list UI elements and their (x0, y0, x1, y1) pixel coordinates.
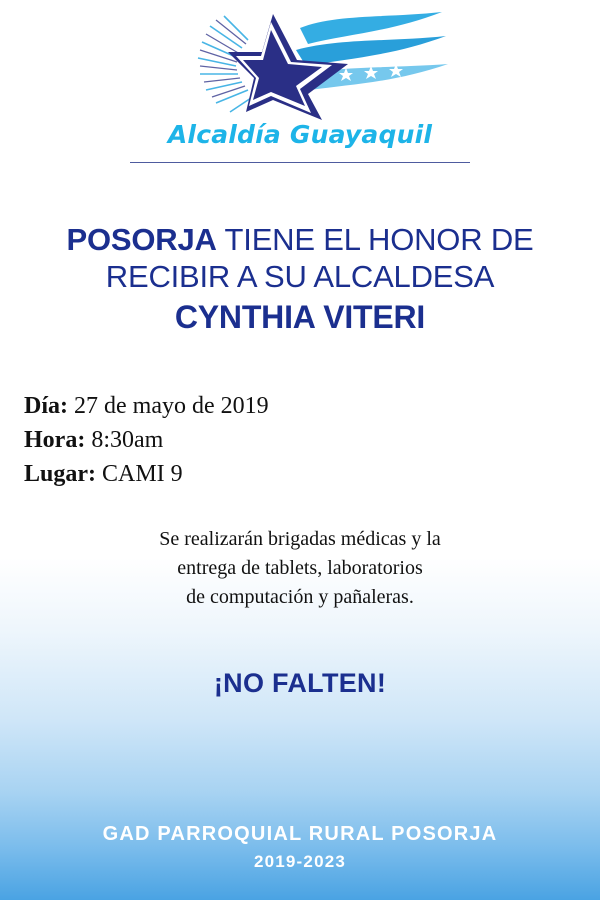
headline-line-1 (16, 222, 584, 259)
logo-wordmark: Alcaldía Guayaquil (167, 120, 433, 149)
headline-line-2: RECIBIR A SU ALCALDESA (105, 258, 495, 294)
footer (0, 823, 600, 872)
headline (0, 222, 600, 337)
footer-organization: GAD PARROQUIAL RURAL POSORJA (102, 823, 498, 845)
note-line-3: de computación y pañaleras. (186, 586, 414, 609)
event-details (0, 389, 600, 491)
detail-label-place: Lugar: (24, 461, 96, 488)
call-to-action: ¡NO FALTEN! (213, 668, 387, 699)
star-with-flag-waves-logo-icon (150, 8, 450, 123)
note-line-1: Se realizarán brigadas médicas y la (159, 528, 441, 551)
detail-label-day: Día: (24, 392, 68, 419)
detail-label-time: Hora: (24, 426, 86, 453)
headline-line-3-name: CYNTHIA VITERI (174, 299, 426, 336)
activities-note (0, 525, 600, 612)
detail-value-place: CAMI 9 (96, 461, 183, 488)
note-line-2: entrega de tablets, laboratorios (177, 557, 423, 580)
detail-row-time (24, 423, 600, 457)
detail-row-day (24, 389, 600, 423)
footer-years: 2019-2023 (253, 852, 347, 871)
detail-value-day: 27 de mayo de 2019 (68, 392, 269, 419)
detail-row-place (24, 457, 600, 491)
headline-line-1-rest: TIENE EL HONOR DE (216, 222, 534, 257)
divider-rule (130, 162, 470, 163)
detail-value-time: 8:30am (85, 426, 164, 453)
logo-block (0, 0, 600, 170)
headline-emphasis-posorja: POSORJA (66, 222, 217, 257)
